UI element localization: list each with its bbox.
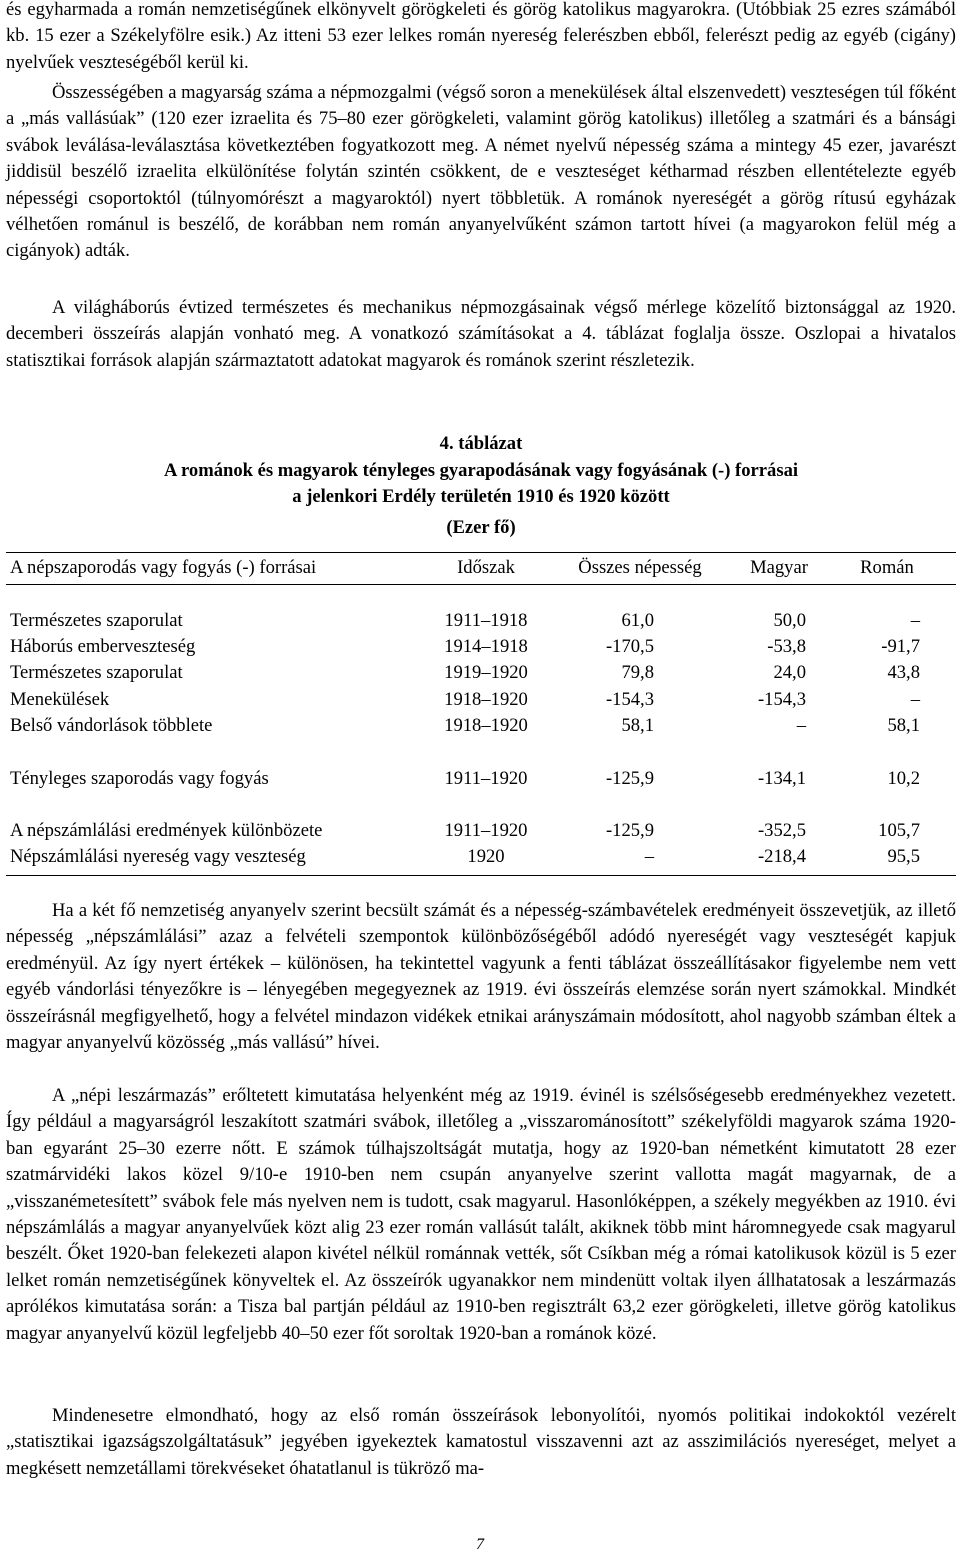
row-romanian: 95,5 [887,846,920,867]
header-period: Időszak [457,557,515,578]
table-row [6,609,956,633]
row-total: – [644,846,654,867]
table-row [6,819,956,843]
row-label: Népszámlálási nyereség vagy veszteség [10,846,306,867]
row-label: Háborús emberveszteség [10,636,196,657]
row-label: Menekülések [10,689,110,710]
row-romanian: – [910,610,920,631]
row-total: -154,3 [605,689,654,710]
paragraph-6: Mindenesetre elmondható, hogy az első román összeírások lebonyolítói, nyomós politikai indokoktól vezérelt „statisztikai igazságszolgáltatásuk” jegyében igyekeztek kamatostul visszavenni azt az asszimilációs nyereséget, melyet a megkésett nemzetállami törekvéseket óhatatlanul is tükröző ma- [6,1405,956,1479]
row-hungarian: -352,5 [757,820,806,841]
row-hungarian: -218,4 [757,846,806,867]
row-label: A népszámlálási eredmények különbözete [10,820,323,841]
row-romanian: 43,8 [887,662,920,683]
row-period: 1914–1918 [444,636,528,657]
page-number: 7 [476,1536,484,1553]
table-unit: (Ezer fő) [446,517,516,538]
paragraph-1: és egyharmada a román nemzetiségűnek elkönyvelt görögkeleti és görög katolikus magyarokra. (Utóbbiak 25 ezres számából kb. 15 ezer a Székelyfölre esik.) Az itteni 53 ezer lelkes román nyereség felerészben ebből, felerészt pedig az egyéb (cigány) nyelvűek veszteségéből kerül ki. [6,0,956,73]
row-romanian: 105,7 [878,820,920,841]
row-hungarian: – [796,715,806,736]
row-label: Tényleges szaporodás vagy fogyás [10,768,269,789]
paragraph-5: A „népi leszármazás” erőltetett kimutatása helyenként még az 1919. évinél is szélsőségesebb eredményekhez vezetett. Így például a magyarságról leszakított szatmári svábok, illetőleg a „visszarománosított” székelyföldi magyarok száma 1920-ban egyaránt 25–30 ezerre nőtt. E számok túlhajszoltságát mutatja, hogy az 1920-ban németként kimutatott 28 ezer szatmárvidéki lakos közel 9/10-e 1910-ben nem csupán anyanyelve szerint vallotta magát magyarnak, de a „visszanémetesített” svábok fele más nyelven nem is tudott, csak magyarul. Hasonlóképpen, a székely megyékben az 1910. évi népszámlálás a magyar anyanyelvűek közt alig 23 ezer román vallásút talált, akiknek több mint háromnegyede csak magyarul beszélt. Őket 1920-ban felekezeti alapon kivétel nélkül románnak vették, sőt Csíkban még a római katolikusok közül is 5 ezer lelket román nemzetiségűnek könyveltek el. Az összeírók ugyanakkor nem mindenütt voltak ilyen állhatatosak a leszármazás aprólékos kimutatása során: a Tisza bal partján például az 1910-ben regisztrált 63,2 ezer görögkeleti, illetve görög katolikus magyar anyanyelvű közül legfeljebb 40–50 ezer főt soroltak 1920-ban a románok közé. [6,1085,956,1344]
row-romanian: 58,1 [887,715,920,736]
row-romanian: – [910,689,920,710]
row-period: 1920 [467,846,505,867]
row-period: 1911–1920 [444,820,528,841]
table-row [6,845,956,869]
paragraph-3: A világháborús évtized természetes és mechanikus népmozgásainak végső mérlege közelítő biztonsággal az 1920. decemberi összeírás alapján vonható meg. A vonatkozó számításokat a 4. táblázat foglalja össze. Oszlopai a hivatalos statisztikai források alapján származtatott adatokat magyarok és románok szerint részletezik. [6,297,956,371]
row-total: 58,1 [621,715,654,736]
table-number: 4. táblázat [439,433,523,454]
table-row [6,688,956,712]
header-total: Összes népesség [578,557,702,578]
row-total: 61,0 [621,610,654,631]
row-period: 1919–1920 [444,662,528,683]
row-label: Természetes szaporulat [10,610,183,631]
table-header-rule [6,584,956,585]
table-top-rule [6,552,956,553]
row-romanian: -91,7 [881,636,920,657]
row-total: -125,9 [605,820,654,841]
table-header-row [6,556,956,580]
row-period: 1918–1920 [444,689,528,710]
row-label: Természetes szaporulat [10,662,183,683]
row-period: 1911–1918 [444,610,528,631]
row-hungarian: -154,3 [757,689,806,710]
row-hungarian: -53,8 [767,636,806,657]
table-row [6,767,956,791]
header-hungarian: Magyar [750,557,808,578]
table-title-line-2: a jelenkori Erdély területén 1910 és 1920 között [292,486,670,507]
row-total: 79,8 [621,662,654,683]
row-hungarian: 50,0 [773,610,806,631]
header-sources: A népszaporodás vagy fogyás (-) forrásai [10,557,317,578]
paragraph-4: Ha a két fő nemzetiség anyanyelv szerint becsült számát és a népesség-számbavételek eredményeit összevetjük, az illető népesség „népszámlálási” azaz a felvételi szempontok különbözőségéből adódó nyereségét vagy veszteségét kapjuk eredményül. Az így nyert értékek – különösen, ha tekintettel vagyunk a fenti táblázat összeállításakor figyelembe nem vett egyéb vándorlási tényezőkre is – lényegében megegyeznek az 1919. évi összeírás elemzése során nyert számokkal. Mindkét összeírásnál megfigyelhető, hogy a felvétel mindazon vidékek etnikai arányszámain módosított, ahol nagyobb számban éltek a magyar anyanyelvű közösség „más vallású” hívei. [6,900,956,1054]
table-row [6,661,956,685]
row-romanian: 10,2 [887,768,920,789]
row-period: 1911–1920 [444,768,528,789]
table-bottom-rule [6,875,956,876]
row-total: -170,5 [605,636,654,657]
paragraph-2: Összességében a magyarság száma a népmozgalmi (végső soron a menekülések által elszenvedett) veszteségen túl főként a „más vallásúak” (120 ezer izraelita és 75–80 ezer görögkeleti, valamint görög katolikus) illetőleg a szatmári és a bánsági svábok leválása-leválasztása következtében fogyatkozott meg. A német nyelvű népesség száma a mintegy 45 ezer, javarészt jiddisül beszélő izraelita elkülönítése folytán szintén csökkent, de e veszteséget kétharmad részben ellentételezte egyéb népességi csoportoktól (túlnyomórészt a magyaroktól) nyert többletük. A románok nyereségét a görög rítusú egyházak vélhetően románul is beszélő, de korábban nem román anyanyelvűként számon tartott hívei (a magyarokon felül még a cigányok) adták. [6,82,956,262]
row-period: 1918–1920 [444,715,528,736]
row-hungarian: 24,0 [773,662,806,683]
header-romanian: Román [860,557,914,578]
table-row [6,714,956,738]
row-hungarian: -134,1 [757,768,806,789]
row-total: -125,9 [605,768,654,789]
table-row [6,635,956,659]
row-label: Belső vándorlások többlete [10,715,213,736]
table-title-line-1: A románok és magyarok tényleges gyarapodásának vagy fogyásának (-) forrásai [163,460,799,481]
